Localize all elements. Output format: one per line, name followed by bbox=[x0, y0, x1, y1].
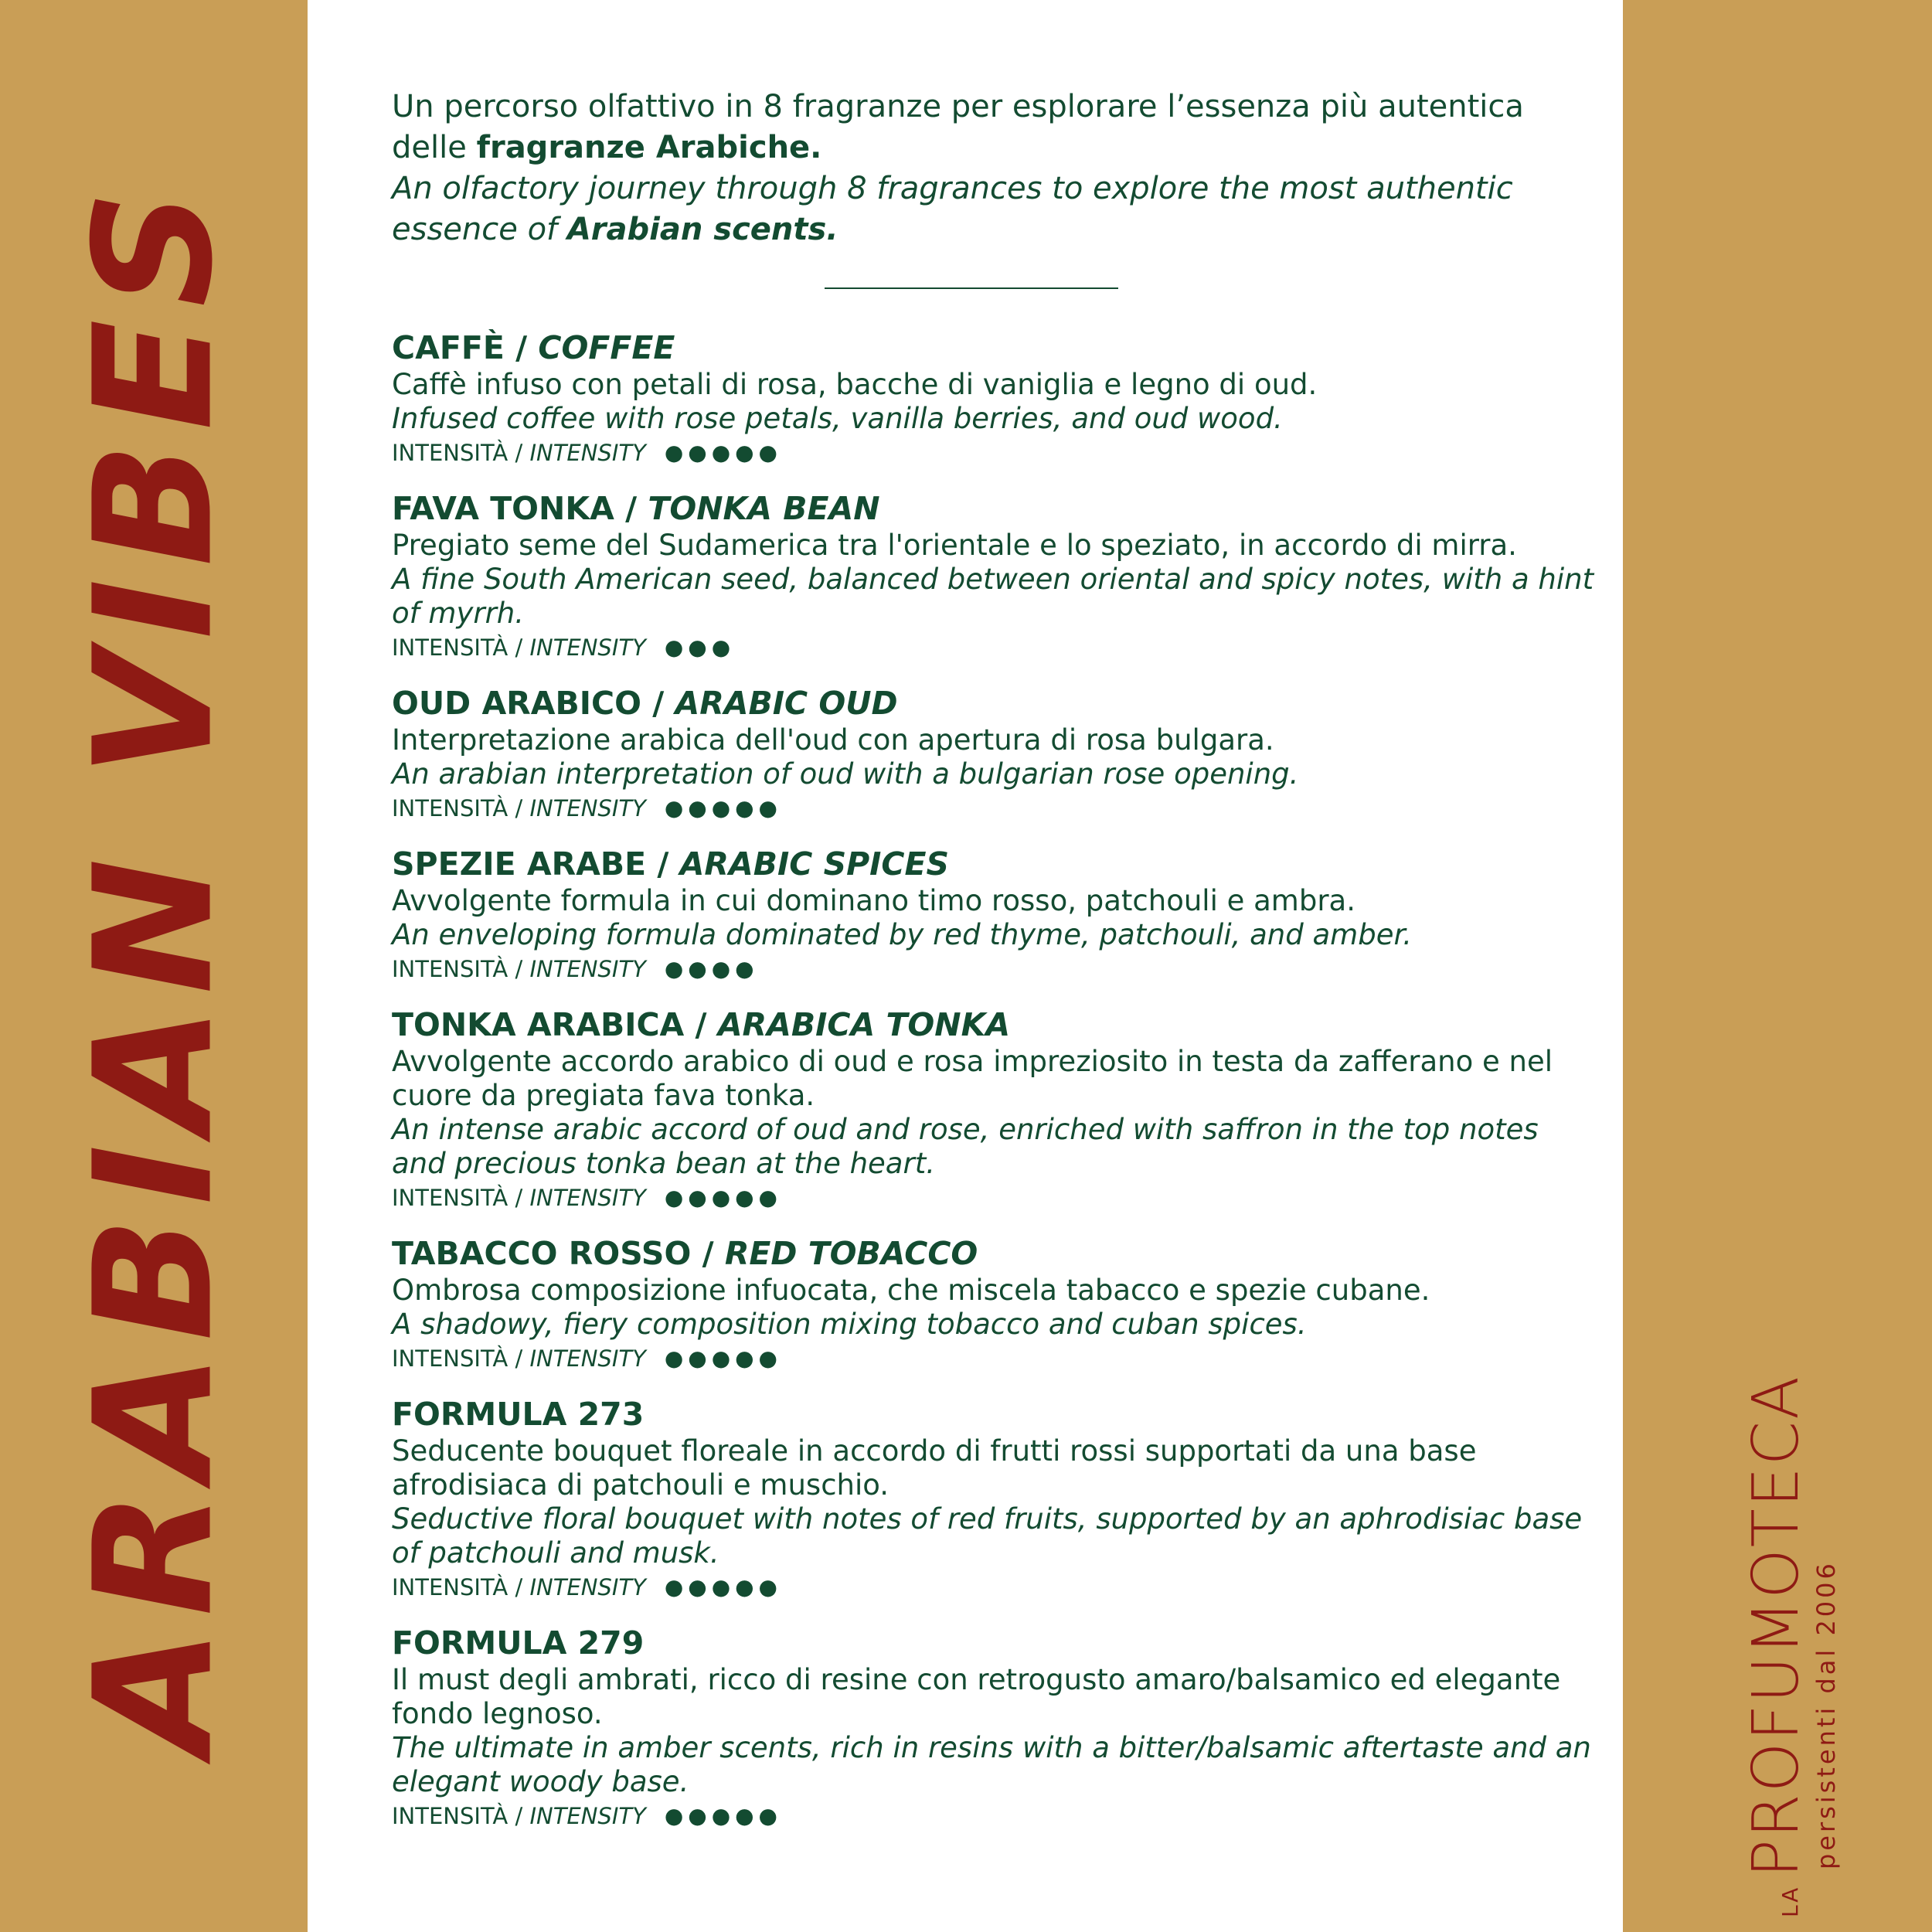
fragrance-title-en: ARABICA TONKA bbox=[717, 1006, 1011, 1043]
intensity-dots: ●●● bbox=[664, 634, 736, 660]
intensity-dots: ●●●● bbox=[664, 956, 759, 981]
intensity-dots: ●●●●● bbox=[664, 1185, 782, 1210]
fragrance-title bbox=[392, 1233, 1597, 1274]
intro-english-text: An olfactory journey through 8 fragrances to explore the most authentic essence of bbox=[392, 171, 1513, 247]
fragrance-title-en: COFFEE bbox=[538, 329, 675, 366]
intensity-label-it: INTENSITÀ / bbox=[392, 1345, 523, 1372]
intensity-label-it: INTENSITÀ / bbox=[392, 440, 523, 466]
fragrance-item bbox=[392, 1623, 1597, 1832]
intensity-label-en: INTENSITY bbox=[529, 634, 646, 661]
fragrance-title bbox=[392, 1394, 1597, 1434]
fragrance-title-en: ARABIC OUD bbox=[675, 685, 898, 722]
fragrance-title-en: RED TOBACCO bbox=[724, 1235, 978, 1272]
intensity-label-en: INTENSITY bbox=[529, 1185, 646, 1211]
fragrance-item bbox=[392, 844, 1597, 985]
fragrance-title-it: FORMULA 273 bbox=[392, 1396, 645, 1433]
logo-name: PROFUMOTECA bbox=[1740, 1374, 1813, 1878]
fragrance-item bbox=[392, 328, 1597, 468]
intro bbox=[392, 87, 1597, 250]
logo-tagline: persistenti dal 2006 bbox=[1811, 1560, 1841, 1870]
fragrance-item bbox=[392, 488, 1597, 663]
intro-italian bbox=[392, 87, 1597, 168]
fragrance-title-it: CAFFÈ / bbox=[392, 329, 528, 366]
intensity-label-en: INTENSITY bbox=[529, 795, 646, 821]
fragrance-item bbox=[392, 1005, 1597, 1213]
menu-content bbox=[392, 87, 1597, 1852]
intro-italian-bold: fragranze Arabiche. bbox=[476, 130, 822, 165]
fragrance-item bbox=[392, 683, 1597, 824]
fragrance-description-it: Avvolgente accordo arabico di oud e rosa impreziosito in testa da zafferano e nel cuore da pregiata fava tonka. bbox=[392, 1045, 1553, 1112]
intensity-row bbox=[392, 1801, 1597, 1832]
intro-english bbox=[392, 168, 1597, 250]
intensity-label-en: INTENSITY bbox=[529, 1574, 646, 1600]
fragrance-title bbox=[392, 1623, 1597, 1663]
fragrance-title bbox=[392, 844, 1597, 884]
logo-prefix: LA bbox=[1777, 1885, 1803, 1918]
fragrance-title-it: FAVA TONKA / bbox=[392, 490, 638, 527]
intensity-dots: ●●●●● bbox=[664, 795, 782, 821]
fragrance-description-it: Il must degli ambrati, ricco di resine con retrogusto amaro/balsamico ed elegante fondo legnoso. bbox=[392, 1663, 1561, 1730]
fragrance-description-it: Caffè infuso con petali di rosa, bacche di vaniglia e legno di oud. bbox=[392, 368, 1318, 401]
fragrance-description-en: A shadowy, fiery composition mixing tobacco and cuban spices. bbox=[392, 1308, 1307, 1341]
fragrance-description-en: An enveloping formula dominated by red thyme, patchouli, and amber. bbox=[392, 918, 1413, 951]
intensity-row bbox=[392, 954, 1597, 985]
fragrance-description-it: Pregiato seme del Sudamerica tra l'orientale e lo speziato, in accordo di mirra. bbox=[392, 529, 1517, 562]
intensity-label-en: INTENSITY bbox=[529, 1803, 646, 1829]
fragrance-title-it: TONKA ARABICA / bbox=[392, 1006, 707, 1043]
fragrance-description-en: Infused coffee with rose petals, vanilla berries, and oud wood. bbox=[392, 402, 1283, 435]
vertical-title: ARABIAN VIBES bbox=[59, 178, 249, 1754]
intro-italian-text: Un percorso olfattivo in 8 fragranze per esplorare l’essenza più autentica delle bbox=[392, 89, 1524, 165]
fragrance-list bbox=[392, 328, 1597, 1832]
intensity-dots: ●●●●● bbox=[664, 1345, 782, 1371]
fragrance-item bbox=[392, 1394, 1597, 1603]
logo-wordmark bbox=[1740, 1374, 1813, 1918]
intensity-row bbox=[392, 793, 1597, 824]
fragrance-description-en: Seductive floral bouquet with notes of red fruits, supported by an aphrodisiac base of patchouli and musk. bbox=[392, 1502, 1583, 1570]
fragrance-title-en: ARABIC SPICES bbox=[679, 845, 950, 883]
fragrance-description-en: An intense arabic accord of oud and rose, enriched with saffron in the top notes and precious tonka bean at the heart. bbox=[392, 1113, 1539, 1180]
intensity-label-it: INTENSITÀ / bbox=[392, 634, 523, 661]
fragrance-description-en: A fine South American seed, balanced between oriental and spicy notes, with a hint of myrrh. bbox=[392, 563, 1594, 630]
fragrance-title bbox=[392, 488, 1597, 529]
fragrance-description-it: Ombrosa composizione infuocata, che miscela tabacco e spezie cubane. bbox=[392, 1274, 1430, 1307]
intensity-label-it: INTENSITÀ / bbox=[392, 1574, 523, 1600]
intensity-dots: ●●●●● bbox=[664, 1574, 782, 1600]
fragrance-title-it: TABACCO ROSSO / bbox=[392, 1235, 714, 1272]
fragrance-title bbox=[392, 328, 1597, 368]
intensity-row bbox=[392, 437, 1597, 468]
fragrance-description-en: The ultimate in amber scents, rich in resins with a bitter/balsamic aftertaste and an elegant woody base. bbox=[392, 1731, 1591, 1798]
intensity-label-en: INTENSITY bbox=[529, 440, 646, 466]
intensity-label-it: INTENSITÀ / bbox=[392, 956, 523, 982]
intro-english-bold: Arabian scents. bbox=[566, 212, 838, 247]
intensity-row bbox=[392, 632, 1597, 663]
intensity-dots: ●●●●● bbox=[664, 1803, 782, 1828]
intensity-row bbox=[392, 1572, 1597, 1603]
intensity-label-en: INTENSITY bbox=[529, 1345, 646, 1372]
fragrance-title-en: TONKA BEAN bbox=[648, 490, 880, 527]
brand-logo bbox=[1740, 1374, 1841, 1918]
fragrance-description-it: Avvolgente formula in cui dominano timo rosso, patchouli e ambra. bbox=[392, 884, 1355, 917]
fragrance-description-it: Seducente bouquet floreale in accordo di frutti rossi supportati da una base afrodisiaca di patchouli e muschio. bbox=[392, 1434, 1477, 1502]
fragrance-title-it: FORMULA 279 bbox=[392, 1624, 645, 1662]
fragrance-title-it: OUD ARABICO / bbox=[392, 685, 665, 722]
divider bbox=[825, 287, 1118, 289]
fragrance-description-en: An arabian interpretation of oud with a bulgarian rose opening. bbox=[392, 757, 1299, 791]
intensity-label-it: INTENSITÀ / bbox=[392, 795, 523, 821]
fragrance-item bbox=[392, 1233, 1597, 1374]
intensity-row bbox=[392, 1343, 1597, 1374]
intensity-label-en: INTENSITY bbox=[529, 956, 646, 982]
fragrance-title bbox=[392, 683, 1597, 723]
left-gold-band bbox=[0, 0, 308, 1932]
intensity-dots: ●●●●● bbox=[664, 440, 782, 465]
fragrance-description-it: Interpretazione arabica dell'oud con apertura di rosa bulgara. bbox=[392, 723, 1274, 757]
intensity-label-it: INTENSITÀ / bbox=[392, 1185, 523, 1211]
intensity-row bbox=[392, 1182, 1597, 1213]
fragrance-title bbox=[392, 1005, 1597, 1045]
fragrance-title-it: SPEZIE ARABE / bbox=[392, 845, 669, 883]
intensity-label-it: INTENSITÀ / bbox=[392, 1803, 523, 1829]
